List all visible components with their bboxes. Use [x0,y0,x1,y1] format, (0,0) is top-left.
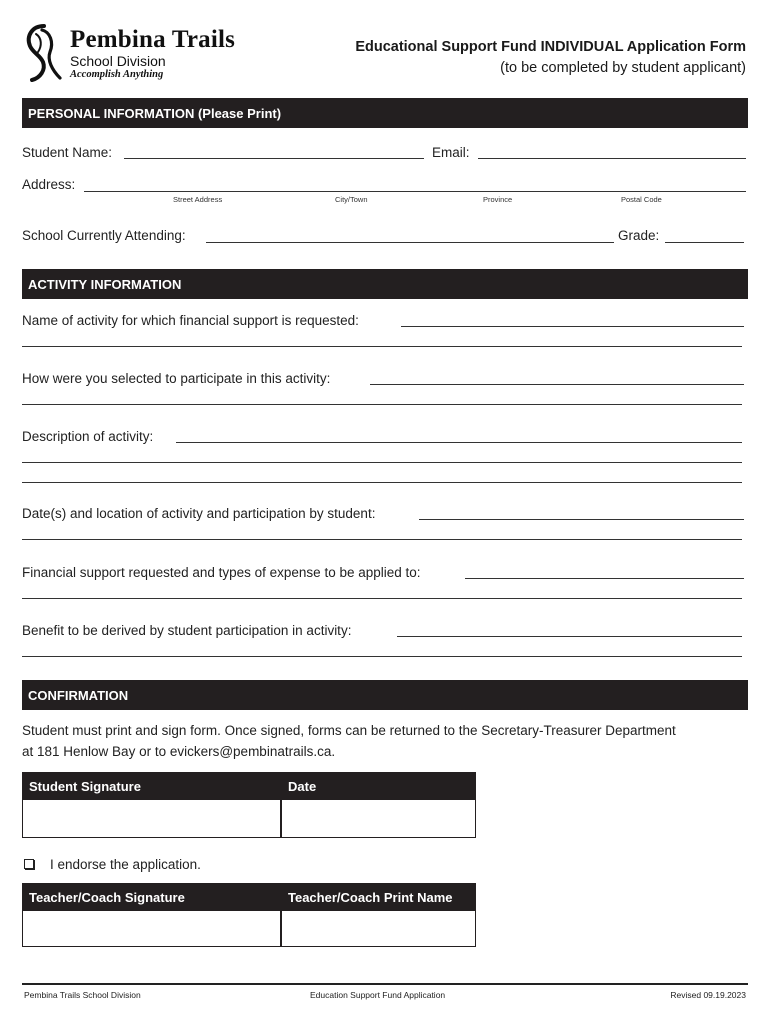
endorse-label: I endorse the application. [50,857,201,872]
teacher-signature-header: Teacher/Coach Signature [23,884,280,911]
financial-support-field[interactable] [465,578,744,579]
table-divider [280,884,282,946]
description-field[interactable] [176,442,742,443]
student-signature-field[interactable] [23,800,280,837]
student-signature-table [22,772,476,838]
benefit-field-line2[interactable] [22,656,742,657]
teacher-signature-table [22,883,476,947]
confirmation-text-line1: Student must print and sign form. Once signed, forms can be returned to the Secretary-Treasurer Department [22,723,676,738]
date-header: Date [282,773,475,800]
footer-rule [22,983,748,985]
student-name-label: Student Name: [22,145,113,160]
financial-support-label: Financial support requested and types of expense to be applied to: [22,565,421,580]
form-title: Educational Support Fund INDIVIDUAL Application Form [355,39,746,55]
province-caption: Province [483,195,513,204]
activity-name-label: Name of activity for which financial support is requested: [22,313,359,328]
confirmation-text-line2: at 181 Henlow Bay or to evickers@pembinatrails.ca. [22,744,336,759]
school-label: School Currently Attending: [22,228,186,243]
teacher-print-name-field[interactable] [282,911,475,946]
grade-label: Grade: [618,228,660,243]
email-field[interactable] [478,158,746,159]
endorse-checkbox[interactable] [24,859,34,869]
footer-left: Pembina Trails School Division [24,990,141,1000]
benefit-field[interactable] [397,636,742,637]
date-field[interactable] [282,800,475,837]
logo-subtitle: School Division [70,53,166,69]
description-field-line2[interactable] [22,462,742,463]
footer-center: Education Support Fund Application [310,990,446,1000]
student-signature-header: Student Signature [23,773,280,800]
activity-name-field-line2[interactable] [22,346,742,347]
activity-info-heading: ACTIVITY INFORMATION [22,269,748,299]
selection-label: How were you selected to participate in this activity: [22,371,331,386]
confirmation-heading: CONFIRMATION [22,680,748,710]
selection-field[interactable] [370,384,744,385]
student-name-field[interactable] [124,158,424,159]
address-label: Address: [22,177,76,192]
dates-location-field[interactable] [419,519,744,520]
postal-code-caption: Postal Code [621,195,662,204]
logo-tagline: Accomplish Anything [70,69,164,80]
city-caption: City/Town [335,195,368,204]
personal-info-heading: PERSONAL INFORMATION (Please Print) [22,98,748,128]
street-address-caption: Street Address [173,195,223,204]
teacher-signature-field[interactable] [23,911,280,946]
description-field-line3[interactable] [22,482,742,483]
confirmation-text [22,720,748,762]
dates-location-field-line2[interactable] [22,539,742,540]
pembina-trails-logo-icon [22,22,66,84]
teacher-print-name-header: Teacher/Coach Print Name [282,884,475,911]
school-field[interactable] [206,242,614,243]
activity-name-field[interactable] [401,326,744,327]
form-subtitle: (to be completed by student applicant) [500,60,746,76]
financial-support-field-line2[interactable] [22,598,742,599]
email-label: Email: [432,145,470,160]
selection-field-line2[interactable] [22,404,742,405]
footer-right: Revised 09.19.2023 [670,990,746,1000]
address-field[interactable] [84,191,746,192]
logo-title: Pembina Trails [70,26,236,53]
dates-location-label: Date(s) and location of activity and participation by student: [22,506,376,521]
description-label: Description of activity: [22,429,154,444]
table-divider [280,773,282,837]
benefit-label: Benefit to be derived by student participation in activity: [22,623,352,638]
grade-field[interactable] [665,242,744,243]
